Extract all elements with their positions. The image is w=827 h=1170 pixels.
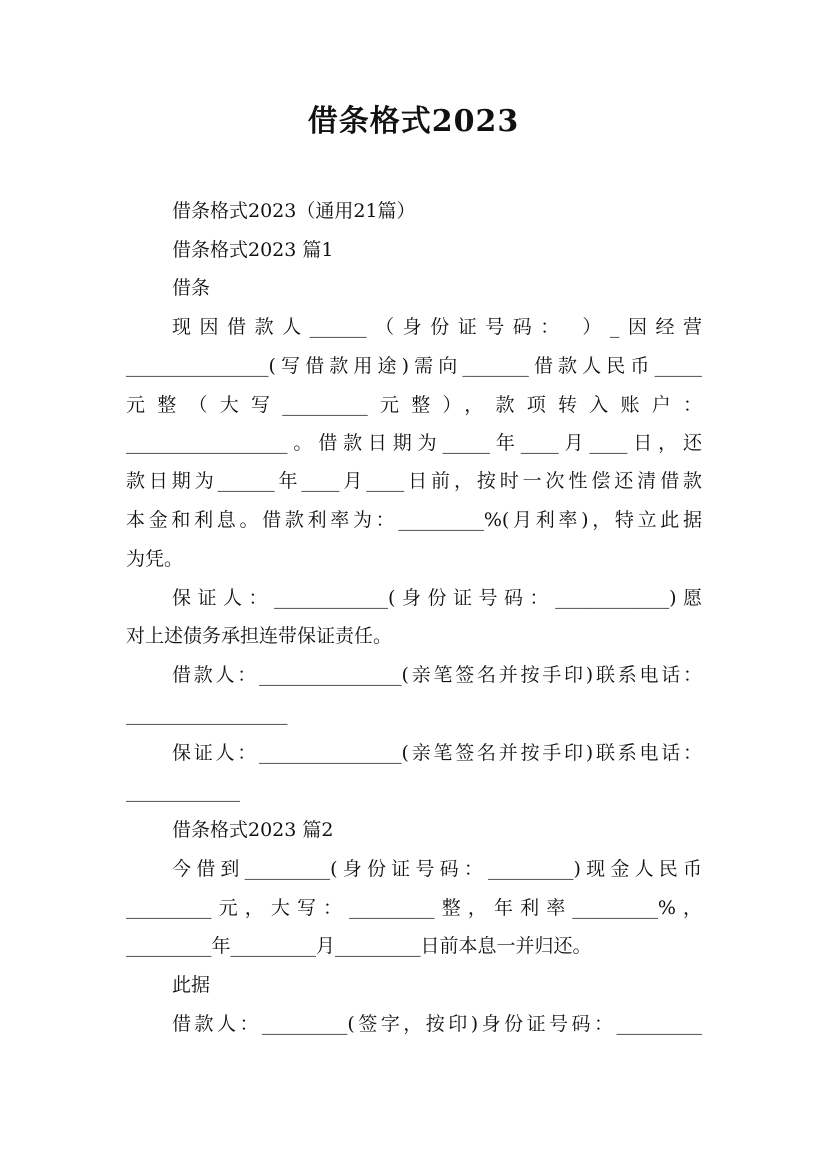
paragraph-line: _________________。借款日期为_____年____月____日，还 xyxy=(126,432,702,454)
section-heading-2: 借条格式2023 篇2 xyxy=(172,819,334,841)
phone-blank: ____________ xyxy=(126,780,240,802)
borrower-signature-line: 借款人：_______________(亲笔签名并按手印)联系电话： xyxy=(172,664,702,686)
borrower-signature-line: 借款人：_________(签字，按印)身份证号码：_________ xyxy=(172,1013,702,1035)
phone-blank: _________________ xyxy=(126,703,288,725)
heading-iou: 借条 xyxy=(172,277,211,299)
document-title: 借条格式2023 xyxy=(307,104,520,139)
subtitle-line: 借条格式2023（通用21篇） xyxy=(172,200,416,222)
guarantor-signature-line: 保证人：_______________(亲笔签名并按手印)联系电话： xyxy=(172,742,702,764)
paragraph-line: _______________(写借款用途)需向_______借款人民币_____ xyxy=(126,355,702,377)
paragraph-line: 款日期为______年____月____日前，按时一次性偿还清借款 xyxy=(126,470,702,492)
paragraph-line: 此据 xyxy=(172,974,211,996)
guarantor-line: 保证人：____________(身份证号码：____________)愿 xyxy=(172,587,702,609)
paragraph-line: 现因借款人______（身份证号码： ）_因经营 xyxy=(172,316,702,338)
paragraph-line: 今借到_________(身份证号码：_________)现金人民币 xyxy=(172,858,702,880)
paragraph-line: 本金和利息。借款利率为：_________%(月利率)，特立此据 xyxy=(126,509,702,531)
paragraph-line: 为凭。 xyxy=(126,548,184,570)
paragraph-line: _________年_________月_________日前本息一并归还。 xyxy=(126,935,592,957)
section-heading-1: 借条格式2023 篇1 xyxy=(172,239,334,261)
paragraph-line: _________元，大写：_________整，年利率_________%， xyxy=(126,897,702,919)
paragraph-line: 元整（大写_________元整），款项转入账户： xyxy=(126,394,702,416)
guarantor-line: 对上述债务承担连带保证责任。 xyxy=(126,625,393,647)
